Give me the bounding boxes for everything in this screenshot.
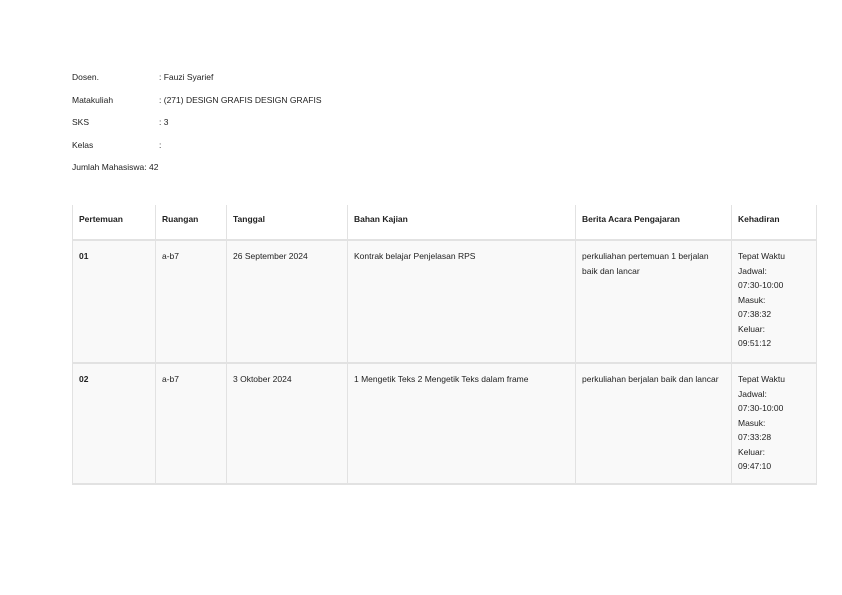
cell-berita-acara: perkuliahan berjalan baik dan lancar [576, 363, 732, 484]
kehadiran-jadwal-label: Jadwal: [738, 265, 767, 276]
info-label: Dosen. [72, 72, 99, 82]
info-row-jumlah-mahasiswa: Jumlah Mahasiswa : 42 [72, 162, 159, 172]
info-row-dosen: Dosen. : Fauzi Syarief [72, 72, 214, 82]
info-value: 3 [163, 117, 169, 127]
header-tanggal: Tanggal [227, 205, 348, 240]
cell-berita-acara: perkuliahan pertemuan 1 berjalan baik dan lancar [576, 240, 732, 363]
header-kehadiran: Kehadiran [732, 205, 817, 240]
info-value: 42 [149, 162, 159, 172]
header-pertemuan: Pertemuan [73, 205, 156, 240]
table-row [73, 363, 817, 484]
cell-bahan-kajian: 1 Mengetik Teks 2 Mengetik Teks dalam frame [348, 363, 576, 484]
info-label: SKS [72, 117, 90, 127]
info-row-kelas: Kelas : [72, 139, 164, 150]
kehadiran-keluar-label: Keluar: [738, 446, 765, 457]
kehadiran-jadwal-label: Jadwal: [738, 388, 767, 399]
cell-pertemuan: 02 [73, 363, 156, 484]
cell-kehadiran [732, 363, 817, 484]
attendance-table [72, 205, 817, 485]
info-label: Matakuliah [72, 94, 114, 105]
info-label: Kelas [72, 139, 94, 150]
info-row-matakuliah: Matakuliah : (271) DESIGN GRAFIS DESIGN GRAFIS [72, 94, 322, 105]
kehadiran-keluar-label: Keluar: [738, 323, 765, 334]
kehadiran-jadwal-value: 07:30-10:00 [738, 403, 784, 413]
kehadiran-masuk-value: 07:38:32 [738, 309, 772, 319]
cell-tanggal: 26 September 2024 [227, 240, 348, 363]
table-row [73, 240, 817, 363]
cell-pertemuan: 01 [73, 240, 156, 363]
cell-bahan-kajian: Kontrak belajar Penjelasan RPS [348, 240, 576, 363]
info-label: Jumlah Mahasiswa [72, 162, 145, 172]
kehadiran-masuk-value: 07:33:28 [738, 432, 772, 442]
cell-kehadiran [732, 240, 817, 363]
header-bahan-kajian: Bahan Kajian [348, 205, 576, 240]
cell-ruangan: a-b7 [156, 363, 227, 484]
header-berita-acara: Berita Acara Pengajaran [576, 205, 732, 240]
cell-ruangan: a-b7 [156, 240, 227, 363]
table-header-row [73, 205, 817, 240]
kehadiran-keluar-value: 09:47:10 [738, 461, 772, 471]
kehadiran-masuk-label: Masuk: [738, 294, 766, 305]
header-ruangan: Ruangan [156, 205, 227, 240]
kehadiran-status: Tepat Waktu [738, 374, 785, 384]
kehadiran-status: Tepat Waktu [738, 251, 785, 261]
course-info [72, 72, 322, 185]
kehadiran-masuk-label: Masuk: [738, 417, 766, 428]
kehadiran-jadwal-value: 07:30-10:00 [738, 280, 784, 290]
info-value: (271) DESIGN GRAFIS DESIGN GRAFIS [163, 94, 322, 105]
info-value: Fauzi Syarief [163, 72, 214, 82]
info-row-sks: SKS : 3 [72, 117, 169, 127]
kehadiran-keluar-value: 09:51:12 [738, 338, 772, 348]
cell-tanggal: 3 Oktober 2024 [227, 363, 348, 484]
